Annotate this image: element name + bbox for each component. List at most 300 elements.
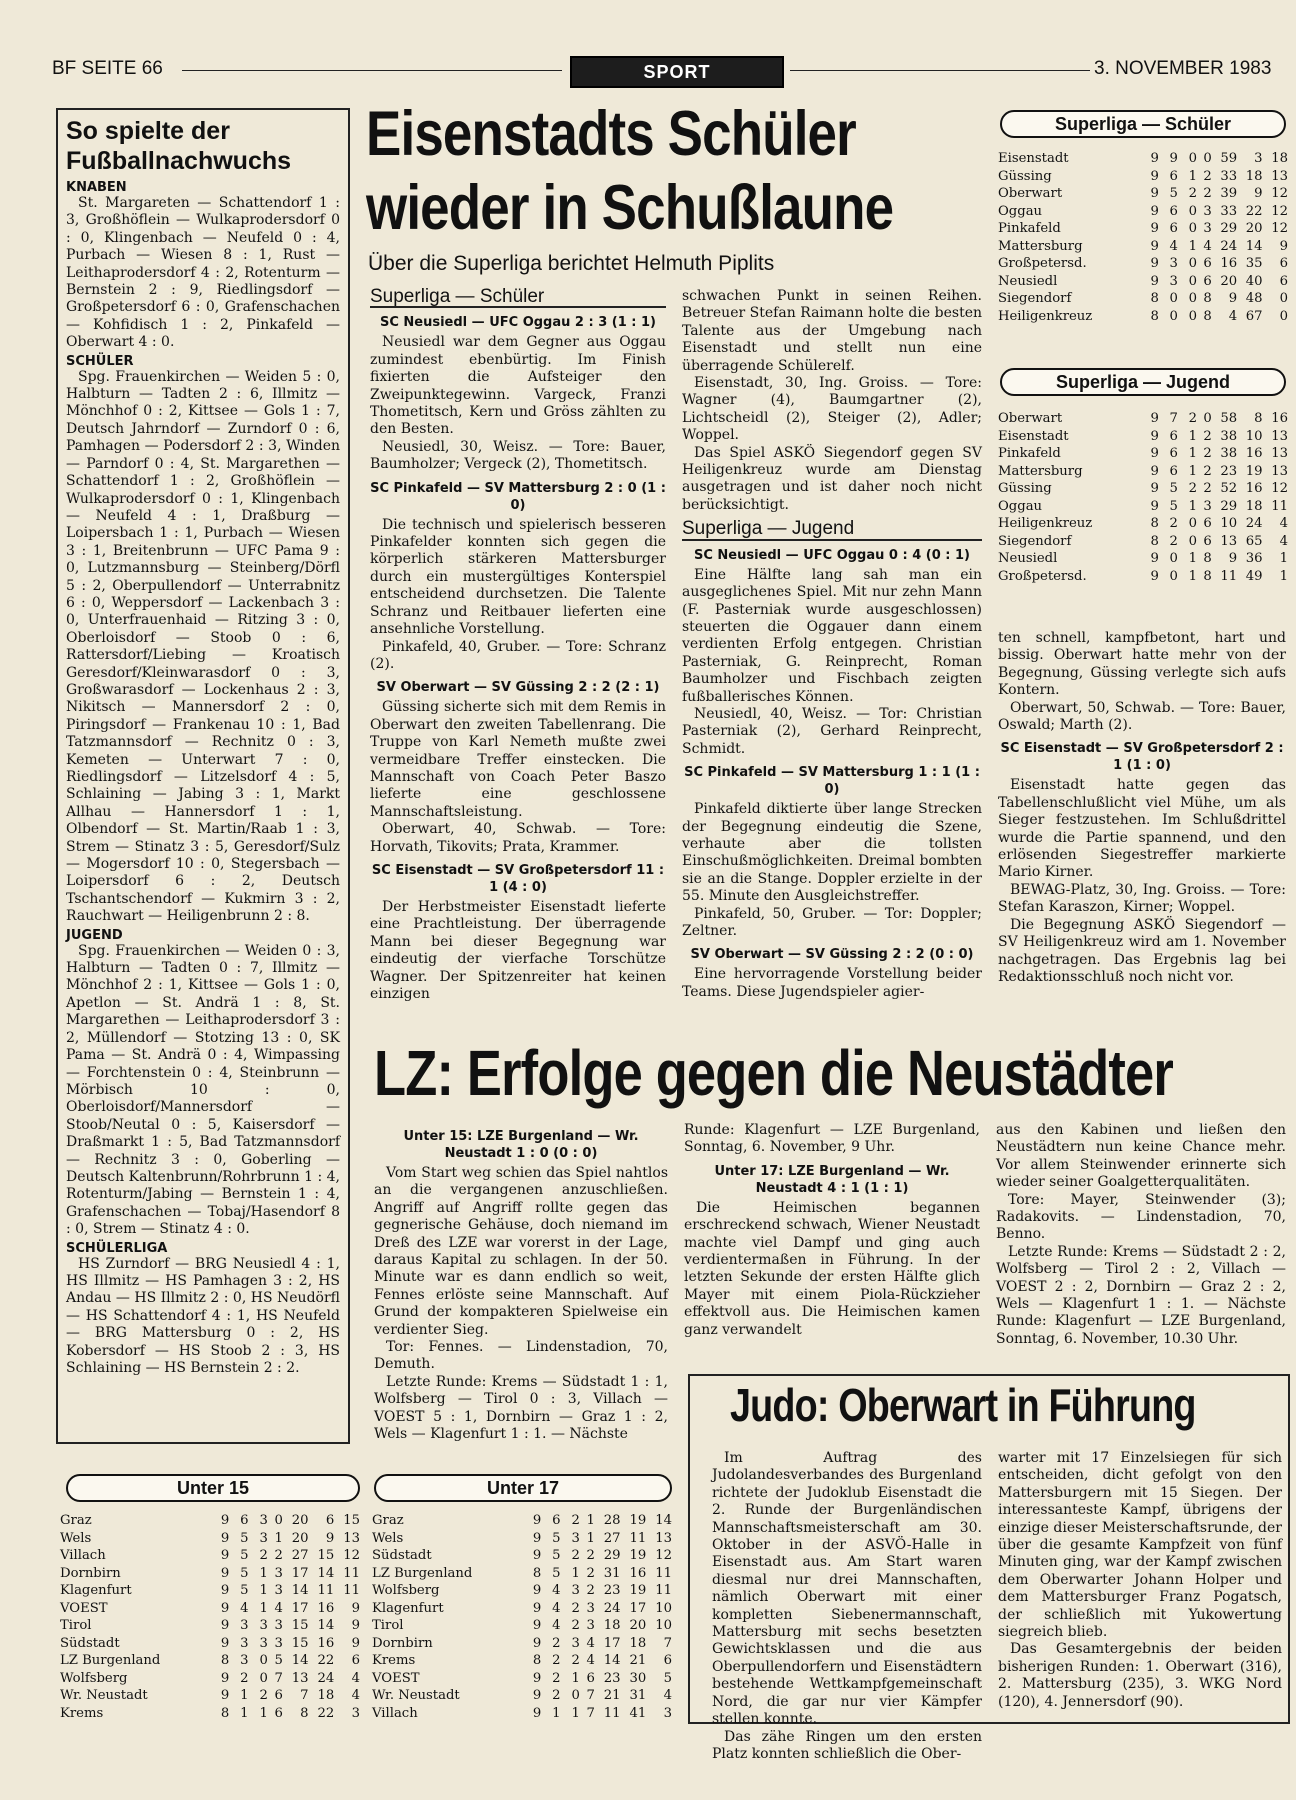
stat-cell: 3 [571, 1635, 580, 1651]
stat-cell: 6 [1203, 516, 1212, 531]
stat-cell: 18 [1245, 498, 1263, 514]
team-name: Oberwart [998, 411, 1063, 426]
stat-cell: 31 [603, 1565, 621, 1581]
stat-cell: 8 [220, 1653, 230, 1668]
stat-cell: 9 [1150, 168, 1159, 184]
article-paragraph: warter mit 17 Einzelsiegen für sich entscheiden, dicht gefolgt von den Mattersburgern mit 15 Siegen. Der interessanteste Kampf, übrigens der einzige dieser Meisterschaftsrunde, der über die gesamte Kampfzeit von fünf Minuten ging, war der Kampf zwischen dem Oberwarter Johann Holper und dem Mattersburger Franz Pogatsch, der schließlich mit Yukowertung siegreich blieb. [998, 1450, 1282, 1641]
team-name: Tirol [60, 1618, 92, 1633]
article-paragraph: Runde: Klagenfurt — LZE Burgenland, Sonntag, 6. November, 9 Uhr. [684, 1122, 980, 1156]
stat-cell: 33 [1220, 203, 1238, 219]
stat-cell: 0 [1169, 291, 1178, 306]
stat-cell: 9 [220, 1635, 230, 1651]
stat-cell: 8 [1203, 291, 1212, 306]
stat-cell: 4 [274, 1600, 283, 1616]
stat-cell: 6 [586, 1670, 595, 1686]
unter17-title: Unter 17 [374, 1474, 672, 1502]
stat-cell: 2 [586, 1565, 595, 1581]
stat-cell: 9 [1228, 291, 1238, 306]
article-paragraph: Letzte Runde: Krems — Südstadt 1 : 1, Wolfsberg — Tirol 0 : 3, Villach — VOEST 5 : 1, Dornbirn — Graz 1 : 2, Wels — Klagenfurt 1 : 1. — Nächste [374, 1373, 668, 1443]
stat-cell: 2 [586, 1548, 595, 1563]
stat-cell: 9 [351, 1600, 360, 1616]
stat-cell: 24 [317, 1670, 335, 1686]
article-paragraph: Das Gesamtergebnis der beiden bisherigen Runden: 1. Oberwart (316), 2. Mattersburg (235), 3. WKG Nord (120), 4. Jennersdorf (90). [998, 1641, 1282, 1710]
stat-cell: 3 [240, 1635, 249, 1651]
team-name: Oberwart [998, 186, 1063, 201]
stat-cell: 6 [1169, 221, 1178, 236]
table-row [60, 1565, 360, 1583]
team-name: Villach [60, 1548, 106, 1563]
stat-cell: 1 [1188, 463, 1197, 479]
stat-cell: 1 [259, 1565, 268, 1581]
table-row [998, 150, 1288, 168]
stat-cell: 8 [1203, 308, 1212, 324]
article-paragraph: Neusiedl, 30, Weisz. — Tore: Bauer, Baumholzer; Vergeck (2), Thometitsch. [370, 438, 666, 473]
stat-cell: 6 [1203, 533, 1212, 549]
match-heading: SV Oberwart — SV Güssing 2 : 2 (2 : 1) [376, 680, 660, 696]
table-row [60, 1617, 360, 1635]
team-name: Tirol [372, 1618, 404, 1633]
stat-cell: 11 [1220, 568, 1238, 584]
stat-cell: 59 [1220, 151, 1238, 166]
article-paragraph: Vom Start weg schien das Spiel nahtlos an die vergangenen anzuschließen. Angriff auf Angriff rollte gegen das gegnerische Gehäuse, doch niemand im Dreß des LZE war vorerst in der Lage, daraus Kapital zu schlagen. In der 50. Minute war es dann endlich so weit, Fennes erlöste seine Mannschaft. Auf Grund der kompakteren Spielweise ein verdienter Sieg. [374, 1165, 668, 1338]
stat-cell: 6 [1279, 256, 1288, 271]
stat-cell: 7 [586, 1688, 595, 1703]
stat-cell: 9 [220, 1688, 230, 1703]
stat-cell: 9 [1150, 221, 1159, 236]
table-jugend-title: Superliga — Jugend [1000, 368, 1286, 396]
stat-cell: 17 [291, 1565, 309, 1581]
stat-cell: 3 [1254, 151, 1263, 166]
stat-cell: 9 [1150, 446, 1159, 461]
stat-cell: 24 [603, 1600, 621, 1616]
table-row [998, 168, 1288, 186]
team-name: Pinkafeld [998, 446, 1061, 461]
stat-cell: 24 [1220, 238, 1238, 254]
team-name: Wels [372, 1530, 404, 1546]
stat-cell: 3 [571, 1530, 580, 1546]
stat-cell: 2 [552, 1635, 561, 1651]
stat-cell: 14 [603, 1653, 621, 1668]
stat-cell: 9 [532, 1513, 542, 1528]
stat-cell: 9 [532, 1670, 542, 1686]
stat-cell: 8 [532, 1565, 542, 1581]
stat-cell: 2 [1169, 533, 1178, 549]
stat-cell: 9 [1150, 186, 1159, 201]
team-name: Dornbirn [372, 1635, 433, 1651]
stat-cell: 0 [1169, 308, 1178, 324]
stat-cell: 9 [1150, 551, 1159, 566]
stat-cell: 9 [1150, 203, 1159, 219]
table-row [998, 498, 1288, 516]
table-row [60, 1582, 360, 1600]
judo-column-2 [998, 1450, 1282, 1716]
team-name: Siegendorf [998, 291, 1072, 306]
stat-cell: 5 [1169, 481, 1178, 496]
main-column-3 [998, 630, 1286, 1026]
stat-cell: 0 [259, 1653, 268, 1668]
stat-cell: 4 [552, 1618, 561, 1633]
stat-cell: 1 [552, 1705, 561, 1721]
stat-cell: 2 [1203, 186, 1212, 201]
stat-cell: 12 [1271, 481, 1288, 496]
stat-cell: 6 [351, 1653, 360, 1668]
stat-cell: 9 [532, 1548, 542, 1563]
team-name: Klagenfurt [60, 1583, 132, 1598]
stat-cell: 5 [240, 1565, 249, 1581]
stat-cell: 6 [325, 1513, 335, 1528]
stat-cell: 9 [325, 1530, 335, 1546]
main-column-2 [682, 288, 982, 1024]
stat-cell: 3 [259, 1530, 268, 1546]
stat-cell: 2 [571, 1548, 580, 1563]
team-name: Krems [60, 1705, 104, 1721]
stat-cell: 22 [1245, 203, 1263, 219]
stat-cell: 19 [629, 1513, 647, 1528]
stat-cell: 19 [1245, 463, 1263, 479]
article-paragraph: Neusiedl war dem Gegner aus Oggau zumindest ebenbürtig. Im Finish fixierten die Aufsteiger den Zweipunktegewinn. Vargeck, Franzi Thometitsch, Kern und Gröss zählten zu den Besten. [370, 334, 666, 438]
main-headline-line2: wieder in Schußlaune [366, 173, 894, 243]
stat-cell: 1 [586, 1513, 595, 1528]
article-paragraph: Im Auftrag des Judolandesverbandes des Burgenland richtete der Judoklub Eisenstadt die 2. Runde der Burgenländischen Mannschaftsmeisterschaft am 30. Oktober in der ASVÖ-Halle in Eisenstadt aus. Am Start waren diesmal nur drei Mannschaften, nämlich Oberwart mit einer kompletten Siebenermannschaft, Mattersburg mit sechs besetzten Gewichtsklassen und die aus Oberpullendorfern und Eisenstädtern bestehende Wettkampfgemeinschaft Nord, die gar nur vier Kämpfer stellen konnte. [712, 1450, 982, 1728]
table-row [998, 550, 1288, 568]
stat-cell: 2 [571, 1513, 580, 1528]
stat-cell: 9 [1150, 151, 1159, 166]
table-row [998, 463, 1288, 481]
stat-cell: 3 [274, 1618, 283, 1633]
stat-cell: 2 [586, 1583, 595, 1598]
article-paragraph: schwachen Punkt in seinen Reihen. Betreuer Stefan Raimann holte die besten Talente aus der Umgebung nach Eisenstadt und stellt nun eine überragende Schülerelf. [682, 288, 982, 374]
table-row [372, 1652, 672, 1670]
stat-cell: 15 [317, 1548, 335, 1563]
stat-cell: 38 [1220, 446, 1238, 461]
stat-cell: 2 [259, 1548, 268, 1563]
stat-cell: 6 [1203, 256, 1212, 271]
article-paragraph: Die Begegnung ASKÖ Siegendorf — SV Heiligenkreuz wird am 1. November nachgetragen. Das Ergebnis lag bei Redaktionsschluß noch nicht vor. [998, 916, 1286, 985]
article-paragraph: Pinkafeld diktierte über lange Strecken der Begegnung eindeutig die Szene, verhaute aber die tollsten Einschußmöglichkeiten. Dreimal bombten sie an die Stange. Doppler erzielte in der 55. Minute den Ausgleichstreffer. [682, 801, 982, 905]
stat-cell: 2 [1203, 446, 1212, 461]
table-row [372, 1635, 672, 1653]
stat-cell: 5 [240, 1530, 249, 1546]
article-paragraph: Pinkafeld, 50, Gruber. — Tor: Doppler; Zeltner. [682, 905, 982, 939]
stat-cell: 1 [1188, 551, 1197, 566]
stat-cell: 1 [1188, 168, 1197, 184]
stat-cell: 9 [220, 1530, 230, 1546]
table-row [372, 1617, 672, 1635]
stat-cell: 11 [603, 1705, 621, 1721]
stat-cell: 21 [629, 1653, 647, 1668]
team-name: Krems [372, 1653, 416, 1668]
stat-cell: 1 [1188, 428, 1197, 444]
stat-cell: 7 [586, 1705, 595, 1721]
table-row [998, 515, 1288, 533]
stat-cell: 2 [552, 1670, 561, 1686]
stat-cell: 4 [552, 1583, 561, 1598]
stat-cell: 3 [274, 1635, 283, 1651]
match-heading: SC Neusiedl — UFC Oggau 0 : 4 (0 : 1) [693, 547, 970, 563]
stat-cell: 3 [259, 1618, 268, 1633]
table-row [998, 533, 1288, 551]
stat-cell: 7 [663, 1635, 672, 1651]
team-name: Dornbirn [60, 1565, 121, 1581]
stat-cell: 3 [240, 1653, 249, 1668]
stat-cell: 4 [1279, 516, 1288, 531]
lz-column-2 [684, 1122, 980, 1362]
stat-cell: 8 [1203, 568, 1212, 584]
table-row [372, 1565, 672, 1583]
table-row [60, 1512, 360, 1530]
header-rule-left [182, 70, 562, 71]
stat-cell: 35 [1245, 256, 1263, 271]
stat-cell: 19 [629, 1583, 647, 1598]
stat-cell: 1 [240, 1705, 249, 1721]
match-heading: SV Oberwart — SV Güssing 2 : 2 (0 : 0) [690, 947, 974, 963]
stat-cell: 0 [1188, 203, 1197, 219]
stat-cell: 18 [1245, 168, 1263, 184]
match-heading: SC Pinkafeld — SV Mattersburg 1 : 1 (1 : 0) [684, 765, 980, 798]
team-name: Oggau [998, 498, 1043, 514]
stat-cell: 6 [240, 1513, 249, 1528]
stat-cell: 12 [1271, 203, 1288, 219]
stat-cell: 29 [1220, 498, 1238, 514]
stat-cell: 9 [532, 1705, 542, 1721]
stat-cell: 2 [1203, 481, 1212, 496]
stat-cell: 8 [220, 1705, 230, 1721]
stat-cell: 1 [1188, 568, 1197, 584]
stat-cell: 0 [1188, 221, 1197, 236]
table-row [60, 1600, 360, 1618]
table-row [998, 238, 1288, 256]
article-paragraph: Eisenstadt, 30, Ing. Groiss. — Tore: Wagner (4), Baumgartner (2), Lichtscheidl (2), Steiger (2), Adler; Woppel. [682, 375, 982, 444]
stat-cell: 14 [1245, 238, 1263, 254]
stat-cell: 9 [1150, 498, 1159, 514]
stat-cell: 52 [1220, 481, 1238, 496]
nachwuchs-title: So spielte der Fußballnachwuchs [66, 117, 292, 175]
match-heading: SC Pinkafeld — SV Mattersburg 2 : 0 (1 : 0) [370, 480, 666, 513]
article-paragraph: Das Spiel ASKÖ Siegendorf gegen SV Heiligenkreuz wurde am Dienstag ausgetragen und ist daher noch nicht berücksichtigt. [682, 444, 982, 513]
stat-cell: 48 [1245, 291, 1263, 306]
stat-cell: 23 [1220, 463, 1238, 479]
stat-cell: 36 [1245, 551, 1263, 566]
stat-cell: 41 [629, 1705, 647, 1721]
group-results: Spg. Frauenkirchen — Weiden 0 : 3, Halbturn — Tadten 0 : 7, Illmitz — Mönchhof 2 : 1, Kittsee — Gols 1 : 0, Apetlon — St. Andrä 1 : 8, St. Margarethen — Leithaprodersdorf 3 : 2, Müllendorf — Stotzing 13 : 0, SK Pama — St. Andrä 0 : 4, Wimpassing — Forchtenstein 0 : 4, Steinbrunn — Mörbisch 10 : 0, Oberloisdorf/Mannersdorf — Stoob/Neutal 0 : 5, Kaisersdorf — Draßmarkt 1 : 5, Bad Tatzmannsdorf — Rechnitz 3 : 0, Goberling — Deutsch Kaltenbrunn/Rohrbrunn 1 : 4, Rotenturm/Jabing — Bernstein 1 : 4, Grafenschachen — Tobaj/Hasendorf 8 : 0, Strem — Stinatz 4 : 0. [66, 942, 340, 1238]
table-row [60, 1652, 360, 1670]
stat-cell: 14 [317, 1618, 335, 1633]
stat-cell: 9 [220, 1513, 230, 1528]
stat-cell: 6 [1203, 273, 1212, 289]
stat-cell: 27 [291, 1548, 309, 1563]
stat-cell: 20 [291, 1513, 309, 1528]
team-name: Großpetersd. [998, 568, 1087, 584]
stat-cell: 14 [291, 1653, 309, 1668]
stat-cell: 20 [291, 1530, 309, 1546]
stat-cell: 9 [1150, 428, 1159, 444]
team-name: Neusiedl [998, 551, 1058, 566]
table-row [60, 1530, 360, 1548]
stat-cell: 1 [586, 1530, 595, 1546]
stat-cell: 10 [1245, 428, 1263, 444]
stat-cell: 9 [532, 1600, 542, 1616]
article-paragraph: Eine hervorragende Vorstellung beider Teams. Diese Jugendspieler agier- [682, 966, 982, 1000]
stat-cell: 11 [343, 1565, 360, 1581]
stat-cell: 2 [1203, 428, 1212, 444]
team-name: Mattersburg [998, 238, 1083, 254]
stat-cell: 6 [552, 1513, 561, 1528]
table-row [998, 220, 1288, 238]
stat-cell: 12 [1271, 186, 1288, 201]
stat-cell: 9 [220, 1670, 230, 1686]
stat-cell: 4 [1279, 533, 1288, 549]
stat-cell: 16 [1245, 481, 1263, 496]
stat-cell: 5 [240, 1548, 249, 1563]
stat-cell: 17 [603, 1635, 621, 1651]
stat-cell: 4 [586, 1653, 595, 1668]
stat-cell: 4 [552, 1600, 561, 1616]
stat-cell: 4 [663, 1688, 672, 1703]
table-row [998, 255, 1288, 273]
table-row [372, 1547, 672, 1565]
team-name: Wolfsberg [60, 1670, 128, 1686]
stat-cell: 14 [655, 1513, 672, 1528]
stat-cell: 5 [240, 1583, 249, 1598]
team-name: Siegendorf [998, 533, 1072, 549]
stat-cell: 0 [1188, 273, 1197, 289]
article-paragraph: Letzte Runde: Krems — Südstadt 2 : 2, Wolfsberg — Tirol 2 : 2, Villach — VOEST 2 : 2, Dornbirn — Graz 2 : 2, Wels — Klagenfurt 1 : 1. — Nächste Runde: Klagenfurt — LZE Burgenland, Sonntag, 6. November, 10.30 Uhr. [996, 1243, 1286, 1347]
main-column-1 [370, 286, 666, 1026]
team-name: Güssing [998, 168, 1052, 184]
stat-cell: 9 [220, 1565, 230, 1581]
stat-cell: 40 [1245, 273, 1263, 289]
stat-cell: 13 [343, 1530, 360, 1546]
article-paragraph: Oberwart, 40, Schwab. — Tore: Horvath, Tikovits; Prata, Krammer. [370, 821, 666, 855]
stat-cell: 12 [655, 1548, 672, 1563]
table-row [998, 290, 1288, 308]
stat-cell: 20 [1220, 273, 1238, 289]
team-name: LZ Burgenland [60, 1653, 161, 1668]
stat-cell: 16 [1271, 411, 1288, 426]
stat-cell: 49 [1245, 568, 1263, 584]
stat-cell: 7 [274, 1670, 283, 1686]
stat-cell: 3 [1169, 273, 1178, 289]
lz-column-1 [374, 1122, 668, 1484]
article-paragraph: Güssing sicherte sich mit dem Remis in Oberwart den zweiten Tabellenrang. Die Truppe von Karl Nemeth mußte zwei vermeidbare Treffer einstecken. Die Mannschaft von Coach Peter Baszo lieferte eine geschlossene Mannschaftsleistung. [370, 699, 666, 820]
stat-cell: 23 [603, 1670, 621, 1686]
nachwuchs-box [56, 108, 350, 1444]
stat-cell: 0 [1188, 533, 1197, 549]
stat-cell: 5 [663, 1670, 672, 1686]
stat-cell: 4 [1203, 238, 1212, 254]
stat-cell: 5 [1169, 186, 1178, 201]
stat-cell: 9 [220, 1583, 230, 1598]
stat-cell: 18 [1271, 151, 1288, 166]
stat-cell: 5 [1169, 498, 1178, 514]
lz-headline: LZ: Erfolge gegen die Neustädter [374, 1037, 1173, 1109]
stat-cell: 3 [663, 1705, 672, 1721]
table-row [372, 1687, 672, 1705]
team-name: Südstadt [372, 1548, 432, 1563]
article-paragraph: Neusiedl, 40, Weisz. — Tor: Christian Pasterniak (2), Gerhard Reinprecht, Schmidt. [682, 705, 982, 757]
stat-cell: 17 [629, 1600, 647, 1616]
stat-cell: 9 [1150, 273, 1159, 289]
table-row [998, 445, 1288, 463]
stat-cell: 65 [1245, 533, 1263, 549]
stat-cell: 33 [1220, 168, 1238, 184]
team-name: LZ Burgenland [372, 1565, 473, 1581]
stat-cell: 8 [300, 1705, 309, 1721]
table-row [60, 1670, 360, 1688]
stat-cell: 13 [291, 1670, 309, 1686]
match-heading: SC Eisenstadt — SV Großpetersdorf 11 : 1 (4 : 0) [371, 862, 665, 895]
stat-cell: 6 [1169, 203, 1178, 219]
stat-cell: 8 [1150, 516, 1159, 531]
table-row [60, 1635, 360, 1653]
table-row [998, 203, 1288, 221]
stat-cell: 31 [629, 1688, 647, 1703]
stat-cell: 1 [259, 1600, 268, 1616]
group-results: St. Margareten — Schattendorf 1 : 3, Großhöflein — Wulkaprodersdorf 0 : 0, Klingenbach — Neufeld 0 : 4, Purbach — Wiesen 8 : 1, Rust — Leithaprodersdorf 4 : 2, Rotenturm — Bernstein 2 : 9, Riedlingsdorf — Großpetersdorf 6 : 0, Grafenschachen — Kohfidisch 1 : 2, Pinkafeld — Oberwart 4 : 0. [66, 195, 340, 351]
stat-cell: 9 [1150, 463, 1159, 479]
stat-cell: 8 [1254, 411, 1263, 426]
issue-date: 3. NOVEMBER 1983 [1094, 58, 1272, 79]
stat-cell: 4 [351, 1688, 360, 1703]
article-paragraph: Das zähe Ringen um den ersten Platz konnten schließlich die Ober- [712, 1728, 982, 1762]
match-heading: Unter 17: LZE Burgenland — Wr. Neustadt 4 : 1 (1 : 1) [714, 1163, 950, 1196]
stat-cell: 11 [317, 1583, 335, 1598]
stat-cell: 9 [1279, 238, 1288, 254]
lz-column-3 [996, 1122, 1286, 1362]
team-name: VOEST [60, 1600, 108, 1616]
stat-cell: 4 [351, 1670, 360, 1686]
article-paragraph: Die Heimischen begannen erschreckend schwach, Wiener Neustadt machte viel Dampf und ging auch verdientermaßen in Führung. In der letzten Sekunde der ersten Hälfte glich Mayer mit einem Piola-Rückzieher effektvoll aus. Die Heimischen kamen ganz verwandelt [684, 1199, 980, 1338]
stat-cell: 9 [1228, 551, 1238, 566]
team-name: Klagenfurt [372, 1600, 444, 1616]
stat-cell: 0 [1188, 291, 1197, 306]
stat-cell: 3 [259, 1513, 268, 1528]
stat-cell: 9 [1169, 151, 1178, 166]
stat-cell: 5 [552, 1548, 561, 1563]
team-name: Pinkafeld [998, 221, 1061, 236]
table-row [998, 273, 1288, 291]
stat-cell: 2 [1203, 168, 1212, 184]
stat-cell: 21 [603, 1688, 621, 1703]
stat-cell: 2 [571, 1600, 580, 1616]
stat-cell: 29 [603, 1548, 621, 1563]
stat-cell: 16 [317, 1600, 335, 1616]
section-heading-jugend: Superliga — Jugend [682, 520, 982, 540]
stat-cell: 12 [343, 1548, 360, 1563]
stat-cell: 1 [1188, 238, 1197, 254]
stat-cell: 9 [532, 1688, 542, 1703]
stat-cell: 9 [1150, 256, 1159, 271]
unter15-title: Unter 15 [66, 1474, 360, 1502]
stat-cell: 3 [586, 1618, 595, 1633]
stat-cell: 6 [1169, 428, 1178, 444]
article-paragraph: Die technisch und spielerisch besseren Pinkafelder konnten sich gegen die körperlich stärkeren Mattersburger durch ein mustergültiges Konterspiel entscheidend durchsetzen. Die Talente Schranz und Reitbauer lieferten eine ansehnliche Vorstellung. [370, 516, 666, 638]
stat-cell: 0 [571, 1688, 580, 1703]
stat-cell: 39 [1220, 186, 1238, 201]
team-name: Mattersburg [998, 463, 1083, 479]
stat-cell: 0 [1279, 308, 1288, 324]
team-name: Oggau [998, 203, 1043, 219]
stat-cell: 20 [1245, 221, 1263, 236]
stat-cell: 3 [1169, 256, 1178, 271]
stat-cell: 14 [317, 1565, 335, 1581]
article-paragraph: aus den Kabinen und ließen den Neustädtern nun keine Chance mehr. Vor allem Steinwender erinnerte sich wieder seiner Goalgetterqualitäten. [996, 1122, 1286, 1191]
table-row [998, 568, 1288, 586]
stat-cell: 0 [1188, 151, 1197, 166]
table-row [998, 428, 1288, 446]
team-name: Neusiedl [998, 273, 1058, 289]
stat-cell: 1 [1188, 498, 1197, 514]
